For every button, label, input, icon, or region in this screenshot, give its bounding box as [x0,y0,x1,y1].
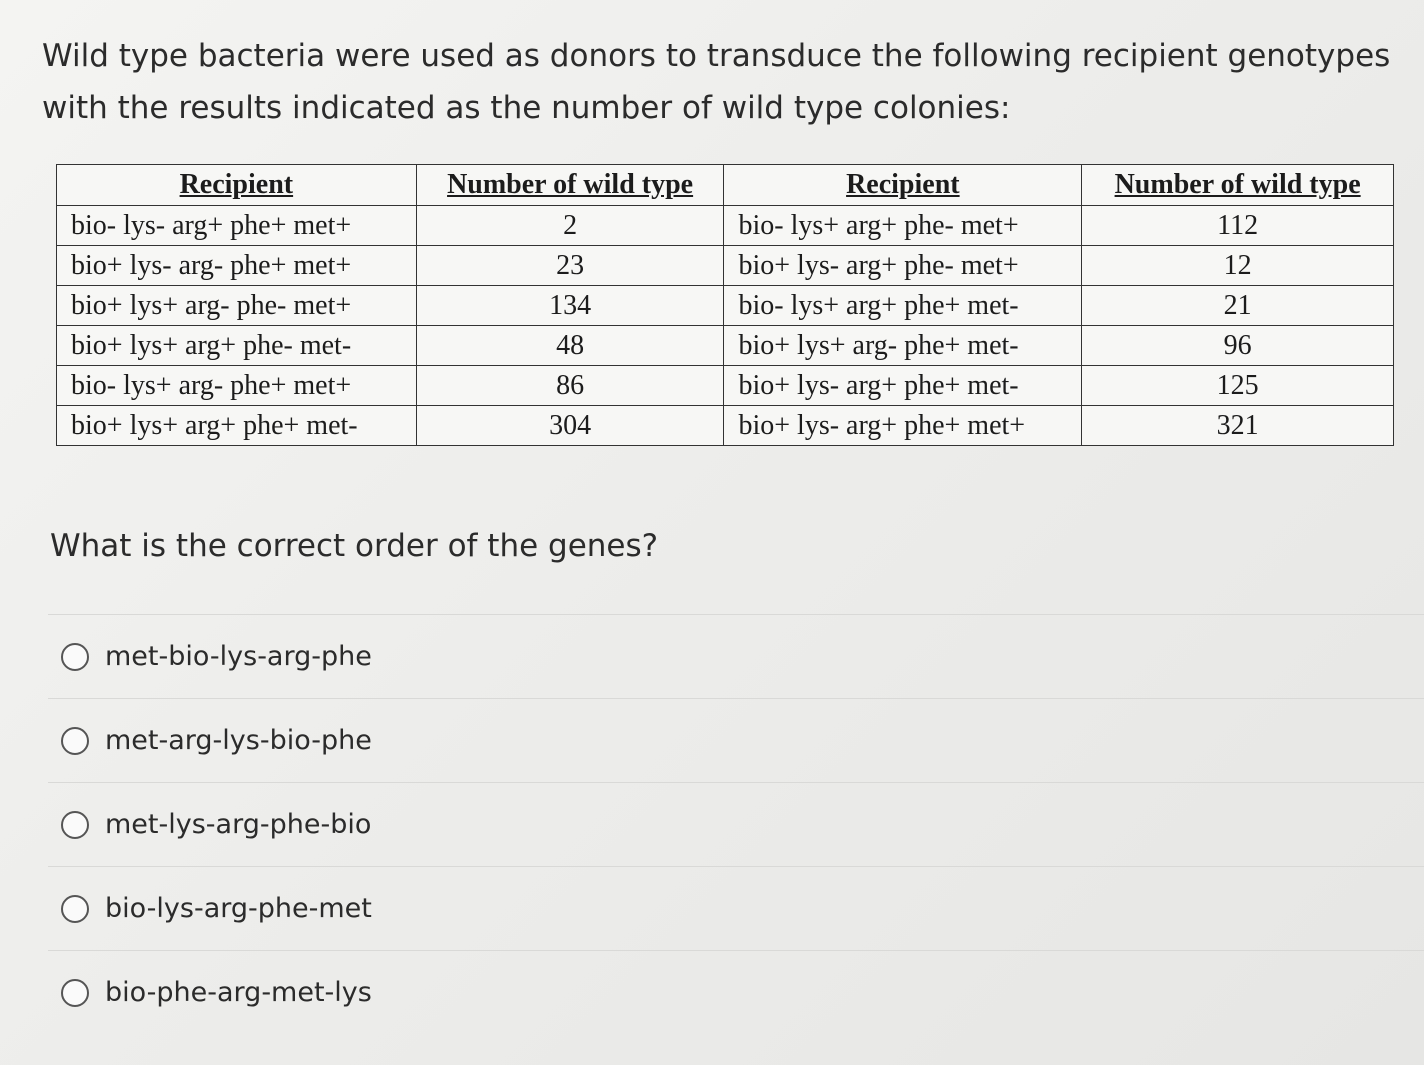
table-row [57,326,1394,366]
option-label: bio-lys-arg-phe-met [105,893,372,924]
radio-button[interactable] [61,979,89,1007]
header-count-2: Number of wild type [1082,165,1394,206]
wild-type-count: 125 [1082,366,1394,406]
header-recipient-1: Recipient [57,165,417,206]
option-label: met-bio-lys-arg-phe [105,641,372,672]
option-1[interactable] [48,614,1424,698]
radio-button[interactable] [61,727,89,755]
recipient-genotype: bio+ lys+ arg+ phe+ met- [57,406,417,446]
header-count-1: Number of wild type [416,165,724,206]
wild-type-count: 23 [416,246,724,286]
recipient-genotype: bio+ lys- arg+ phe+ met+ [724,406,1082,446]
recipient-genotype: bio- lys+ arg- phe+ met+ [57,366,417,406]
radio-button[interactable] [61,895,89,923]
option-label: met-arg-lys-bio-phe [105,725,372,756]
recipient-genotype: bio+ lys+ arg- phe- met+ [57,286,417,326]
wild-type-count: 321 [1082,406,1394,446]
wild-type-count: 2 [416,206,724,246]
wild-type-count: 96 [1082,326,1394,366]
wild-type-count: 12 [1082,246,1394,286]
table-row [57,286,1394,326]
recipient-genotype: bio+ lys- arg+ phe+ met- [724,366,1082,406]
wild-type-count: 134 [416,286,724,326]
wild-type-count: 48 [416,326,724,366]
question-text: Wild type bacteria were used as donors to transduce the following recipient genotypes with the results indicated as the number of wild type colonies: [42,38,1391,126]
table-header-row [57,165,1394,206]
table-row [57,366,1394,406]
option-3[interactable] [48,782,1424,866]
option-2[interactable] [48,698,1424,782]
option-5[interactable] [48,950,1424,1034]
table-row [57,246,1394,286]
prompt-text: What is the correct order of the genes? [50,528,659,564]
recipient-genotype: bio+ lys+ arg- phe+ met- [724,326,1082,366]
radio-button[interactable] [61,643,89,671]
table-row [57,206,1394,246]
recipient-genotype: bio+ lys- arg+ phe- met+ [724,246,1082,286]
radio-button[interactable] [61,811,89,839]
recipient-genotype: bio- lys+ arg+ phe- met+ [724,206,1082,246]
recipient-genotype: bio- lys+ arg+ phe+ met- [724,286,1082,326]
recipient-genotype: bio+ lys+ arg+ phe- met- [57,326,417,366]
wild-type-count: 112 [1082,206,1394,246]
answer-options [48,614,1424,1034]
wild-type-count: 21 [1082,286,1394,326]
option-label: bio-phe-arg-met-lys [105,977,372,1008]
option-label: met-lys-arg-phe-bio [105,809,372,840]
wild-type-count: 86 [416,366,724,406]
recipient-genotype: bio- lys- arg+ phe+ met+ [57,206,417,246]
option-4[interactable] [48,866,1424,950]
data-table [56,164,1394,446]
transduction-results-table [56,164,1394,446]
table-row [57,406,1394,446]
wild-type-count: 304 [416,406,724,446]
recipient-genotype: bio+ lys- arg- phe+ met+ [57,246,417,286]
header-recipient-2: Recipient [724,165,1082,206]
